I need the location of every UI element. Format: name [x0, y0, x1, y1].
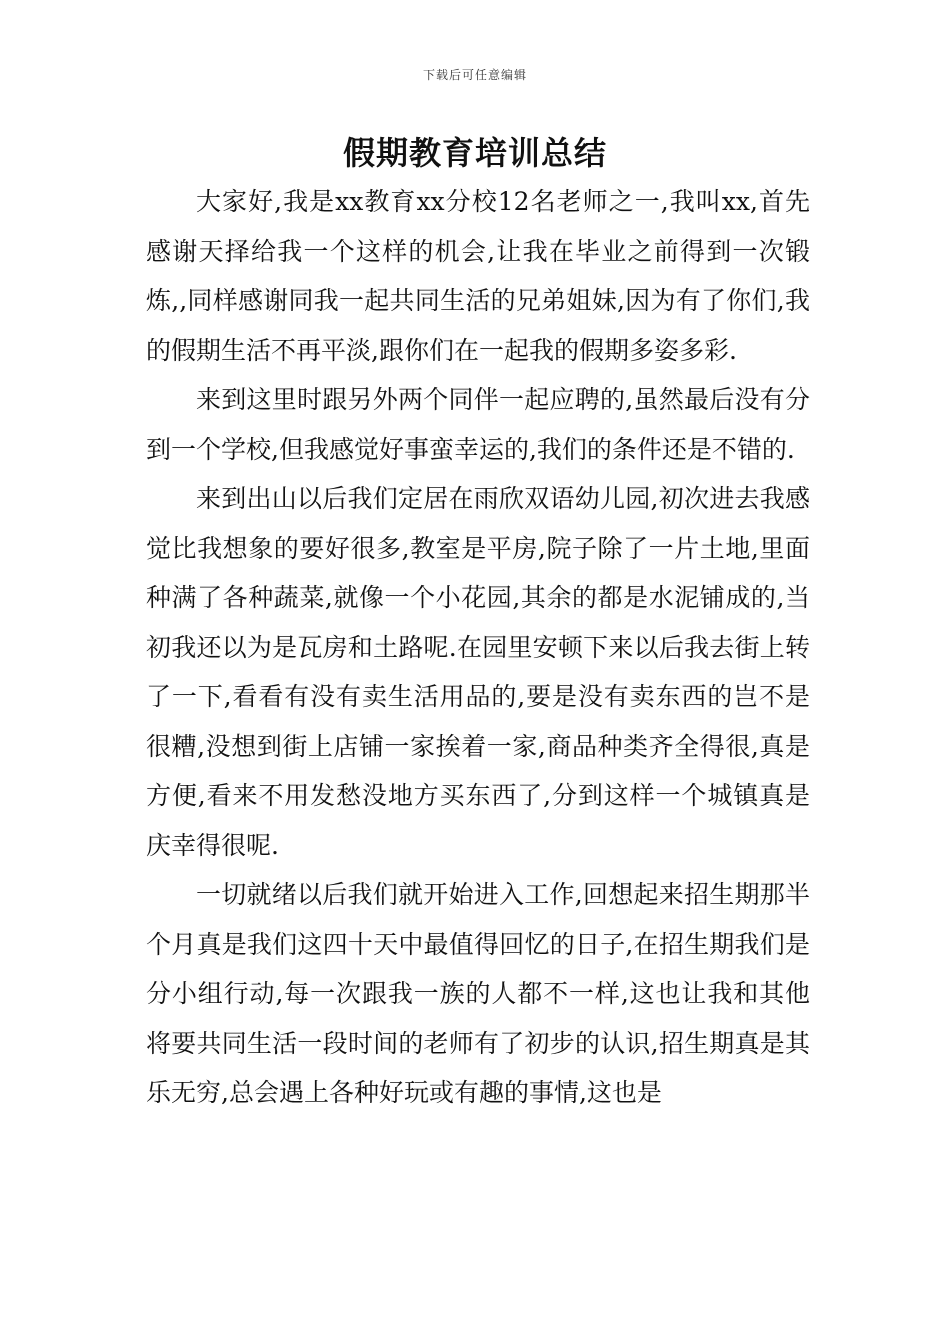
paragraph-4: 一切就绪以后我们就开始进入工作,回想起来招生期那半个月真是我们这四十天中最值得回忆的日子,在招生期我们是分小组行动,每一次跟我一族的人都不一样,这也让我和其他将要共同生活一段时间的老师有了初步的认识,招生期真是其乐无穷,总会遇上各种好玩或有趣的事情,这也是: [146, 880, 810, 1107]
document-body: [146, 177, 810, 1118]
paragraph-1: 大家好,我是xx教育xx分校12名老师之一,我叫xx,首先感谢天择给我一个这样的机会,让我在毕业之前得到一次锻炼,,同样感谢同我一起共同生活的兄弟姐妹,因为有了你们,我的假期生活不再平淡,跟你们在一起我的假期多姿多彩.: [146, 187, 810, 365]
paragraph-3: 来到出山以后我们定居在雨欣双语幼儿园,初次进去我感觉比我想象的要好很多,教室是平房,院子除了一片土地,里面种满了各种蔬菜,就像一个小花园,其余的都是水泥铺成的,当初我还以为是瓦房和土路呢.在园里安顿下来以后我去街上转了一下,看看有没有卖生活用品的,要是没有卖东西的岂不是很糟,没想到街上店铺一家挨着一家,商品种类齐全得很,真是方便,看来不用发愁没地方买东西了,分到这样一个城镇真是庆幸得很呢.: [146, 484, 810, 860]
header-note: 下载后可任意编辑: [422, 68, 527, 82]
paragraph-2: 来到这里时跟另外两个同伴一起应聘的,虽然最后没有分到一个学校,但我感觉好事蛮幸运的,我们的条件还是不错的.: [146, 385, 810, 464]
document-title: 假期教育培训总结: [342, 134, 607, 172]
